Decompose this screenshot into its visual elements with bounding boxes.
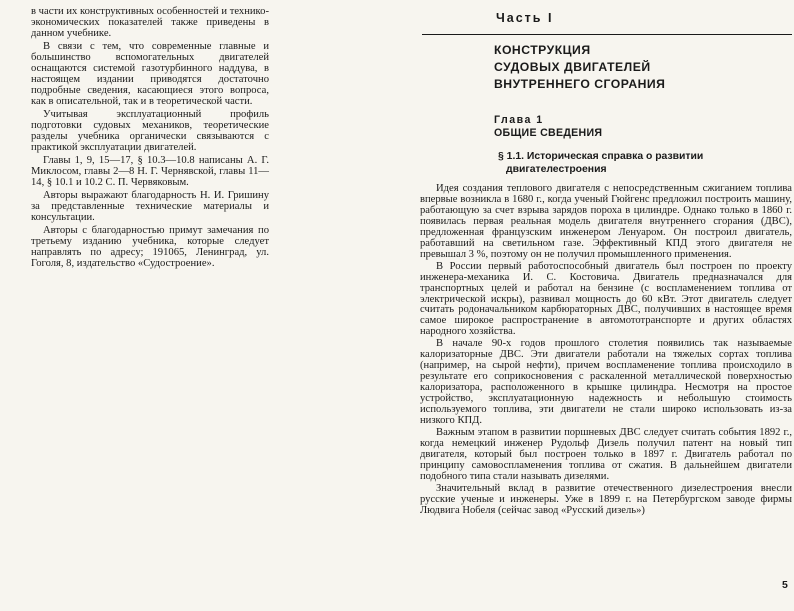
right-paragraph-1: Идея создания теплового двигателя с непосредственным сжиганием топлива впервые возникла в 1680 г., когда ученый Гюйгенс предложил построить машину, работающую за счет взрыва зарядов пороха в цилиндре. Однако только в 1860 г. появилась первая реальная модель двигателя внутреннего сгорания (ДВС), предложенная французским инженером Ленуаром. Он построил двигатель, работавший на светильном газе. Эффективный КПД этого двигателя не превышал 3 %, поэтому он не получил промышленного применения. — [420, 183, 792, 260]
header-rule — [422, 34, 792, 35]
part-title: Часть I — [496, 11, 554, 25]
section-title-line: СУДОВЫХ ДВИГАТЕЛЕЙ — [494, 60, 651, 74]
page-number: 5 — [782, 579, 788, 591]
paragraph-heading-line: двигателестроения — [506, 164, 607, 175]
section-title-line: КОНСТРУКЦИЯ — [494, 43, 591, 57]
right-paragraph-5: Значительный вклад в развитие отечественного дизелестроения внесли русские ученые и инженеры. Уже в 1899 г. на Петербургском заводе фирмы Людвига Нобеля (сейчас завод «Русский дизель») — [420, 482, 792, 516]
left-paragraph-5: Авторы выражают благодарность Н. И. Гришину за представленные технические материалы и консультации. — [31, 190, 269, 223]
chapter-number: Глава 1 — [494, 114, 544, 126]
paragraph-heading-line: § 1.1. Историческая справка о развитии — [498, 151, 704, 162]
left-paragraph-3: Учитывая эксплуатационный профиль подготовки судовых механиков, теоретические разделы учебника органически связываются с практикой эксплуатации двигателей. — [31, 109, 269, 153]
right-paragraph-4: Важным этапом в развитии поршневых ДВС следует считать события 1892 г., когда немецкий инженер Рудольф Дизель получил патент на новый тип двигателя, который был построен только в 1897 г. Двигатель работал по принципу самовоспламенения топлива от сжатия. В дальнейшем двигатели подобного типа стали называть дизелями. — [420, 426, 792, 482]
paragraph-heading — [498, 150, 790, 176]
left-paragraph-2: В связи с тем, что современные главные и большинство вспомогательных двигателей оснащаются системой газотурбинного наддува, в настоящем издании приводятся достаточно подробные сведения, касающиеся этого вопроса, как в описательной, так и в теоретической части. — [31, 41, 269, 107]
left-paragraph-1: в части их конструктивных особенностей и технико-экономических показателей также приведены в данном учебнике. — [31, 6, 269, 39]
left-paragraph-4: Главы 1, 9, 15—17, § 10.3—10.8 написаны А. Г. Миклосом, главы 2—8 Н. Г. Чернявской, главы 11—14, § 10.1 и 10.2 С. П. Червяковым. — [31, 155, 269, 188]
left-page-text — [31, 6, 269, 271]
section-title — [494, 42, 665, 93]
right-paragraph-2: В России первый работоспособный двигатель был построен по проекту инженера-механика И. С. Костовича. Двигатель предназначался для транспортных целей и работал на бензине (с воспламенением топлива от электрической искры), развивал мощность до 60 кВт. Этот двигатель следует считать родоначальником карбюраторных ДВС, получивших в настоящее время самое широкое распространение в автомототранспорте и других областях народного хозяйства. — [420, 260, 792, 338]
left-paragraph-6: Авторы с благодарностью примут замечания по третьему изданию учебника, которые следует направлять по адресу; 191065, Ленинград, ул. Гоголя, 8, издательство «Судостроение». — [31, 225, 269, 269]
right-page-text — [420, 184, 792, 518]
right-page — [420, 0, 794, 611]
left-page — [0, 0, 270, 611]
chapter-title: ОБЩИЕ СВЕДЕНИЯ — [494, 127, 603, 139]
section-title-line: ВНУТРЕННЕГО СГОРАНИЯ — [494, 77, 666, 91]
right-paragraph-3: В начале 90-х годов прошлого столетия появились так называемые калоризаторные ДВС. Эти двигатели работали на тяжелых сортах топлива (например, на сырой нефти), причем воспламенение топлива происходило в результате его соприкосновения с раскаленной металлической поверхностью калоризатора, расположенного в крышке цилиндра. Несмотря на простое устройство, эксплуатационную надежность и небольшую стоимость используемого топлива, эти двигатели не стали широко использовать из-за низкого КПД. — [420, 338, 792, 427]
